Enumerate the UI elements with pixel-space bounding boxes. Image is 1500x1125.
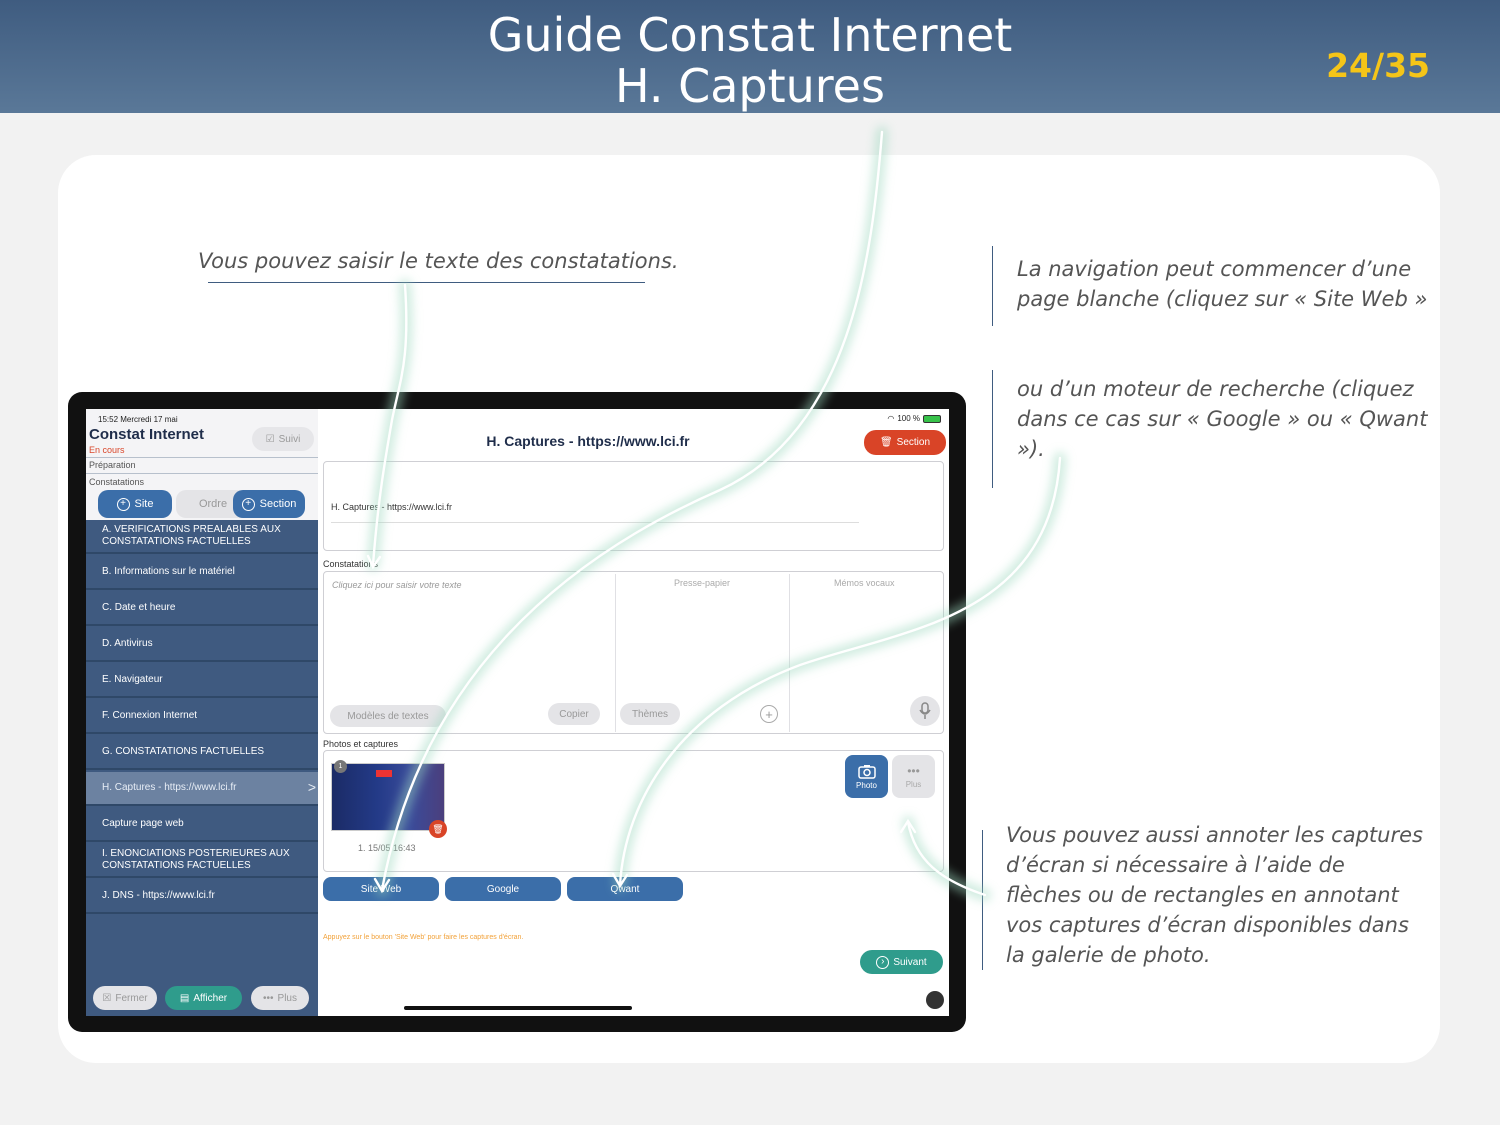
slide-subtitle: H. Captures bbox=[615, 59, 885, 113]
close-box-icon: ☒ bbox=[102, 992, 112, 1004]
trash-icon: 🗑 bbox=[879, 437, 893, 448]
note-underline bbox=[208, 282, 645, 283]
sidebar-item[interactable]: B. Informations sur le matériel bbox=[86, 556, 318, 590]
sidebar-item[interactable]: D. Antivirus bbox=[86, 628, 318, 662]
sidebar-list bbox=[86, 520, 318, 1016]
section-button-label: Section bbox=[896, 437, 931, 448]
divider bbox=[86, 457, 318, 458]
sidebar bbox=[86, 409, 318, 1016]
section-label: Section bbox=[259, 498, 297, 510]
suivi-button[interactable] bbox=[252, 427, 314, 451]
plus-circle-icon: + bbox=[242, 498, 255, 511]
thumbnail-caption: 1. 15/05 16:43 bbox=[358, 843, 416, 853]
delete-section-button[interactable] bbox=[864, 430, 946, 455]
constatations-box bbox=[323, 571, 944, 734]
battery-percent: 100 % bbox=[897, 414, 920, 423]
add-icon[interactable]: + bbox=[760, 705, 778, 723]
ordre-label: Ordre bbox=[198, 498, 228, 510]
more-label: Plus bbox=[905, 780, 922, 789]
title-field-value: H. Captures - https://www.lci.fr bbox=[331, 502, 453, 512]
themes-button[interactable]: Thèmes bbox=[620, 703, 680, 725]
app-title: Constat Internet bbox=[89, 426, 205, 443]
site-web-button[interactable]: Site Web bbox=[323, 877, 439, 901]
note-bar bbox=[982, 830, 983, 970]
site-label: Site bbox=[134, 498, 154, 510]
title-field[interactable] bbox=[323, 461, 944, 551]
field-underline bbox=[331, 522, 859, 523]
plus-label: Plus bbox=[277, 992, 297, 1004]
slide-title: Guide Constat Internet bbox=[487, 8, 1013, 62]
plus-circle-icon: + bbox=[117, 498, 130, 511]
capture-thumbnail[interactable] bbox=[331, 763, 445, 834]
add-site-button[interactable] bbox=[98, 490, 172, 518]
tablet-screen bbox=[86, 409, 949, 1016]
trash-icon[interactable]: 🗑 bbox=[429, 820, 447, 838]
note-bar bbox=[992, 370, 993, 488]
text-input[interactable]: Cliquez ici pour saisir votre texte bbox=[332, 580, 462, 590]
sidebar-item[interactable]: A. VERIFICATIONS PREALABLES AUX CONSTATATIONS FACTUELLES bbox=[86, 520, 318, 554]
fermer-button[interactable] bbox=[93, 986, 157, 1010]
wifi-icon: ◠ bbox=[887, 414, 895, 423]
note-bar bbox=[992, 246, 993, 326]
note-moteur: ou d’un moteur de recherche (cliquez dans ce cas sur « Google » ou « Qwant »). bbox=[1017, 377, 1428, 461]
sidebar-item[interactable]: C. Date et heure bbox=[86, 592, 318, 626]
home-indicator bbox=[404, 1006, 632, 1010]
add-section-button[interactable] bbox=[233, 490, 305, 518]
more-dots-icon: ••• bbox=[263, 992, 274, 1004]
more-button[interactable] bbox=[892, 755, 935, 798]
suivant-button[interactable] bbox=[860, 950, 943, 974]
note-saisie: Vous pouvez saisir le texte des constatations. bbox=[198, 249, 679, 273]
photos-section-label: Photos et captures bbox=[323, 739, 399, 749]
arrow-right-circle-icon: › bbox=[876, 956, 889, 969]
main-panel bbox=[318, 409, 949, 1016]
divider bbox=[86, 473, 318, 474]
sidebar-item[interactable]: I. ENONCIATIONS POSTERIEURES AUX CONSTATATIONS FACTUELLES bbox=[86, 844, 318, 878]
preparation-label[interactable]: Préparation bbox=[89, 460, 136, 470]
slide-banner bbox=[0, 0, 1500, 113]
photo-label: Photo bbox=[856, 780, 877, 790]
fermer-label: Fermer bbox=[115, 992, 148, 1004]
status-time: 15:52 Mercredi 17 mai bbox=[98, 415, 178, 424]
accessibility-icon[interactable] bbox=[926, 991, 944, 1009]
sidebar-item[interactable]: Capture page web bbox=[86, 808, 318, 842]
constatations-label: Constatations bbox=[89, 477, 145, 487]
afficher-button[interactable] bbox=[165, 986, 242, 1010]
divider bbox=[615, 574, 616, 732]
suivi-label: Suivi bbox=[278, 433, 301, 445]
page-title: H. Captures - https://www.lci.fr bbox=[486, 433, 690, 449]
thumbnail-index: 1 bbox=[334, 760, 347, 773]
photo-button[interactable] bbox=[845, 755, 888, 798]
sidebar-item[interactable]: F. Connexion Internet bbox=[86, 700, 318, 734]
suivant-label: Suivant bbox=[893, 956, 927, 968]
google-button[interactable]: Google bbox=[445, 877, 561, 901]
note-navigation: La navigation peut commencer d’une page blanche (cliquez sur « Site Web » bbox=[1017, 257, 1428, 311]
clipboard-header: Presse-papier bbox=[674, 578, 731, 588]
site-logo bbox=[376, 770, 392, 777]
camera-icon bbox=[858, 764, 876, 779]
more-dots-icon: ••• bbox=[907, 764, 920, 778]
plus-button[interactable] bbox=[251, 986, 309, 1010]
sidebar-item[interactable]: J. DNS - https://www.lci.fr bbox=[86, 880, 318, 914]
document-icon: ▤ bbox=[179, 992, 190, 1004]
qwant-button[interactable]: Qwant bbox=[567, 877, 683, 901]
hint-text: Appuyez sur le bouton 'Site Web' pour faire les captures d'écran. bbox=[323, 934, 524, 941]
voice-memos-header: Mémos vocaux bbox=[834, 578, 895, 588]
sidebar-item-label: H. Captures - https://www.lci.fr bbox=[102, 782, 237, 793]
battery-icon bbox=[923, 415, 941, 423]
microphone-icon[interactable] bbox=[910, 696, 940, 726]
sidebar-item[interactable]: G. CONSTATATIONS FACTUELLES bbox=[86, 736, 318, 770]
note-annoter: Vous pouvez aussi annoter les captures d’écran si nécessaire à l’aide de flèches ou de rectangles en annotant vos captures d’écran disponibles dans la galerie de photo. bbox=[1006, 823, 1423, 967]
modeles-button[interactable]: Modèles de textes bbox=[330, 705, 446, 727]
photos-box bbox=[323, 750, 944, 872]
status-badge: En cours bbox=[89, 445, 125, 455]
sidebar-item[interactable]: E. Navigateur bbox=[86, 664, 318, 698]
page-number: 24/35 bbox=[1326, 46, 1430, 85]
constatations-section-label: Constatations bbox=[323, 559, 379, 569]
copier-button[interactable]: Copier bbox=[548, 703, 600, 725]
chevron-right-icon: > bbox=[307, 779, 316, 795]
divider bbox=[789, 574, 790, 732]
afficher-label: Afficher bbox=[193, 992, 228, 1004]
status-right bbox=[887, 414, 941, 423]
sidebar-item-active[interactable] bbox=[86, 772, 318, 806]
clipboard-icon: ☑ bbox=[265, 433, 275, 445]
